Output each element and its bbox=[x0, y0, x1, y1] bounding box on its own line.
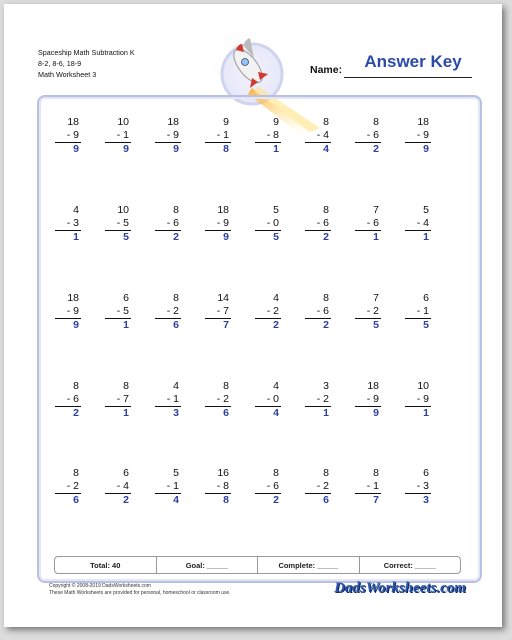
answer: 1 bbox=[323, 407, 329, 419]
minuend: 8 bbox=[73, 467, 79, 479]
copyright-notice bbox=[49, 583, 231, 597]
minuend: 4 bbox=[273, 380, 279, 392]
problem-4-2 bbox=[97, 380, 137, 420]
problem-3-4 bbox=[197, 292, 237, 332]
answer: 3 bbox=[423, 494, 429, 506]
problem-2-2 bbox=[97, 204, 137, 244]
minuend: 8 bbox=[223, 380, 229, 392]
problem-3-7 bbox=[347, 292, 387, 332]
subtrahend: - 6 bbox=[366, 129, 379, 141]
problem-5-3 bbox=[147, 467, 187, 507]
answer: 1 bbox=[423, 407, 429, 419]
answer: 5 bbox=[123, 231, 129, 243]
minuend: 18 bbox=[417, 116, 429, 128]
problem-3-8 bbox=[397, 292, 437, 332]
answer: 4 bbox=[173, 494, 179, 506]
minuend: 6 bbox=[423, 467, 429, 479]
subtrahend: - 6 bbox=[266, 480, 279, 492]
answer: 1 bbox=[423, 231, 429, 243]
answer: 9 bbox=[423, 143, 429, 155]
subtrahend: - 2 bbox=[316, 393, 329, 405]
problem-1-8 bbox=[397, 116, 437, 156]
minuend: 6 bbox=[423, 292, 429, 304]
minuend: 6 bbox=[123, 292, 129, 304]
minuend: 8 bbox=[173, 292, 179, 304]
answer: 4 bbox=[273, 407, 279, 419]
problem-4-5 bbox=[247, 380, 287, 420]
answer: 9 bbox=[223, 231, 229, 243]
subtrahend: - 9 bbox=[216, 217, 229, 229]
subtrahend: - 2 bbox=[316, 480, 329, 492]
minuend: 8 bbox=[323, 292, 329, 304]
answer: 2 bbox=[123, 494, 129, 506]
subtrahend: - 2 bbox=[166, 305, 179, 317]
answer: 2 bbox=[373, 143, 379, 155]
minuend: 8 bbox=[123, 380, 129, 392]
answer: 1 bbox=[373, 231, 379, 243]
summary-bar bbox=[54, 556, 461, 574]
subtrahend: - 9 bbox=[416, 393, 429, 405]
answer: 5 bbox=[373, 319, 379, 331]
answer: 7 bbox=[223, 319, 229, 331]
problem-1-4 bbox=[197, 116, 237, 156]
minuend: 7 bbox=[373, 292, 379, 304]
answer: 6 bbox=[173, 319, 179, 331]
subtrahend: - 2 bbox=[366, 305, 379, 317]
correct-field: Correct: _____ bbox=[383, 560, 436, 570]
minuend: 4 bbox=[273, 292, 279, 304]
minuend: 18 bbox=[67, 116, 79, 128]
subtrahend: - 3 bbox=[66, 217, 79, 229]
answer: 3 bbox=[173, 407, 179, 419]
minuend: 4 bbox=[73, 204, 79, 216]
minuend: 10 bbox=[417, 380, 429, 392]
subtrahend: - 1 bbox=[166, 393, 179, 405]
problems-frame bbox=[37, 95, 482, 583]
problem-2-7 bbox=[347, 204, 387, 244]
problem-3-1 bbox=[47, 292, 87, 332]
worksheet-page bbox=[4, 4, 502, 627]
problem-3-2 bbox=[97, 292, 137, 332]
answer: 2 bbox=[273, 494, 279, 506]
problem-4-3 bbox=[147, 380, 187, 420]
problem-2-6 bbox=[297, 204, 337, 244]
subtrahend: - 9 bbox=[66, 305, 79, 317]
subtrahend: - 9 bbox=[66, 129, 79, 141]
subtrahend: - 1 bbox=[216, 129, 229, 141]
usage-note: These Math Worksheets are provided for personal, homeschool or classroom use. bbox=[49, 590, 231, 596]
problem-1-6 bbox=[297, 116, 337, 156]
copyright-line: Copyright © 2008-2019 DadsWorksheets.com bbox=[49, 583, 151, 589]
subtrahend: - 7 bbox=[216, 305, 229, 317]
subtrahend: - 1 bbox=[416, 305, 429, 317]
minuend: 5 bbox=[423, 204, 429, 216]
minuend: 8 bbox=[323, 204, 329, 216]
problem-1-7 bbox=[347, 116, 387, 156]
answer-key-label: Answer Key bbox=[364, 52, 462, 71]
answer: 8 bbox=[223, 143, 229, 155]
problem-3-5 bbox=[247, 292, 287, 332]
subtrahend: - 8 bbox=[266, 129, 279, 141]
minuend: 10 bbox=[117, 204, 129, 216]
subtrahend: - 1 bbox=[366, 480, 379, 492]
subtrahend: - 6 bbox=[316, 305, 329, 317]
minuend: 5 bbox=[173, 467, 179, 479]
problem-4-4 bbox=[197, 380, 237, 420]
minuend: 18 bbox=[167, 116, 179, 128]
answer: 5 bbox=[423, 319, 429, 331]
minuend: 14 bbox=[217, 292, 229, 304]
subtrahend: - 4 bbox=[416, 217, 429, 229]
subtrahend: - 5 bbox=[116, 305, 129, 317]
minuend: 8 bbox=[73, 380, 79, 392]
subtrahend: - 6 bbox=[316, 217, 329, 229]
minuend: 5 bbox=[273, 204, 279, 216]
name-label: Name: bbox=[310, 64, 343, 76]
minuend: 8 bbox=[323, 467, 329, 479]
answer: 7 bbox=[373, 494, 379, 506]
problem-3-6 bbox=[297, 292, 337, 332]
worksheet-facts: 8-2, 8-6, 18-9 bbox=[38, 59, 82, 68]
problem-5-6 bbox=[297, 467, 337, 507]
answer: 9 bbox=[73, 319, 79, 331]
answer: 1 bbox=[73, 231, 79, 243]
answer: 1 bbox=[123, 319, 129, 331]
goal-field: Goal: _____ bbox=[157, 557, 259, 573]
answer: 9 bbox=[123, 143, 129, 155]
problem-1-2 bbox=[97, 116, 137, 156]
answer: 9 bbox=[173, 143, 179, 155]
answer: 6 bbox=[223, 407, 229, 419]
answer: 8 bbox=[223, 494, 229, 506]
minuend: 9 bbox=[223, 116, 229, 128]
problem-1-5 bbox=[247, 116, 287, 156]
answer: 2 bbox=[323, 231, 329, 243]
brand-logo-text: DadsWorksheets.com bbox=[334, 580, 466, 596]
subtrahend: - 7 bbox=[116, 393, 129, 405]
problem-5-5 bbox=[247, 467, 287, 507]
worksheet-title: Spaceship Math Subtraction K bbox=[38, 48, 135, 57]
subtrahend: - 2 bbox=[266, 305, 279, 317]
answer: 6 bbox=[323, 494, 329, 506]
subtrahend: - 9 bbox=[166, 129, 179, 141]
worksheet-number: Math Worksheet 3 bbox=[38, 70, 97, 79]
answer: 2 bbox=[323, 319, 329, 331]
minuend: 6 bbox=[123, 467, 129, 479]
answer: 2 bbox=[73, 407, 79, 419]
answer: 2 bbox=[173, 231, 179, 243]
total-count: Total: 40 bbox=[55, 557, 157, 573]
minuend: 8 bbox=[273, 467, 279, 479]
problem-1-1 bbox=[47, 116, 87, 156]
problem-2-5 bbox=[247, 204, 287, 244]
problem-3-3 bbox=[147, 292, 187, 332]
subtrahend: - 4 bbox=[316, 129, 329, 141]
minuend: 10 bbox=[117, 116, 129, 128]
subtrahend: - 6 bbox=[366, 217, 379, 229]
answer: 9 bbox=[373, 407, 379, 419]
answer: 2 bbox=[273, 319, 279, 331]
answer: 9 bbox=[73, 143, 79, 155]
minuend: 16 bbox=[217, 467, 229, 479]
problem-5-1 bbox=[47, 467, 87, 507]
complete-field: Complete: _____ bbox=[258, 557, 360, 573]
minuend: 18 bbox=[67, 292, 79, 304]
problem-4-7 bbox=[347, 380, 387, 420]
minuend: 8 bbox=[373, 467, 379, 479]
minuend: 7 bbox=[373, 204, 379, 216]
problem-4-6 bbox=[297, 380, 337, 420]
problem-4-1 bbox=[47, 380, 87, 420]
subtrahend: - 9 bbox=[416, 129, 429, 141]
subtrahend: - 6 bbox=[66, 393, 79, 405]
subtrahend: - 1 bbox=[116, 129, 129, 141]
subtrahend: - 1 bbox=[166, 480, 179, 492]
subtrahend: - 4 bbox=[116, 480, 129, 492]
minuend: 18 bbox=[367, 380, 379, 392]
subtrahend: - 2 bbox=[66, 480, 79, 492]
minuend: 8 bbox=[173, 204, 179, 216]
answer: 5 bbox=[273, 231, 279, 243]
subtrahend: - 3 bbox=[416, 480, 429, 492]
problem-5-8 bbox=[397, 467, 437, 507]
problem-1-3 bbox=[147, 116, 187, 156]
worksheet-header bbox=[38, 47, 135, 80]
answer: 6 bbox=[73, 494, 79, 506]
problem-2-8 bbox=[397, 204, 437, 244]
answer: 1 bbox=[123, 407, 129, 419]
minuend: 9 bbox=[273, 116, 279, 128]
minuend: 8 bbox=[373, 116, 379, 128]
subtrahend: - 8 bbox=[216, 480, 229, 492]
subtrahend: - 5 bbox=[116, 217, 129, 229]
minuend: 18 bbox=[217, 204, 229, 216]
subtrahend: - 0 bbox=[266, 393, 279, 405]
problem-4-8 bbox=[397, 380, 437, 420]
problem-2-3 bbox=[147, 204, 187, 244]
name-line bbox=[344, 77, 472, 78]
problem-2-4 bbox=[197, 204, 237, 244]
problem-5-7 bbox=[347, 467, 387, 507]
minuend: 4 bbox=[173, 380, 179, 392]
problem-2-1 bbox=[47, 204, 87, 244]
subtrahend: - 0 bbox=[266, 217, 279, 229]
minuend: 8 bbox=[323, 116, 329, 128]
problem-5-4 bbox=[197, 467, 237, 507]
subtrahend: - 6 bbox=[166, 217, 179, 229]
brand-logo bbox=[330, 580, 470, 602]
subtrahend: - 2 bbox=[216, 393, 229, 405]
answer: 4 bbox=[323, 143, 329, 155]
minuend: 3 bbox=[323, 380, 329, 392]
subtrahend: - 9 bbox=[366, 393, 379, 405]
answer: 1 bbox=[273, 143, 279, 155]
problem-5-2 bbox=[97, 467, 137, 507]
